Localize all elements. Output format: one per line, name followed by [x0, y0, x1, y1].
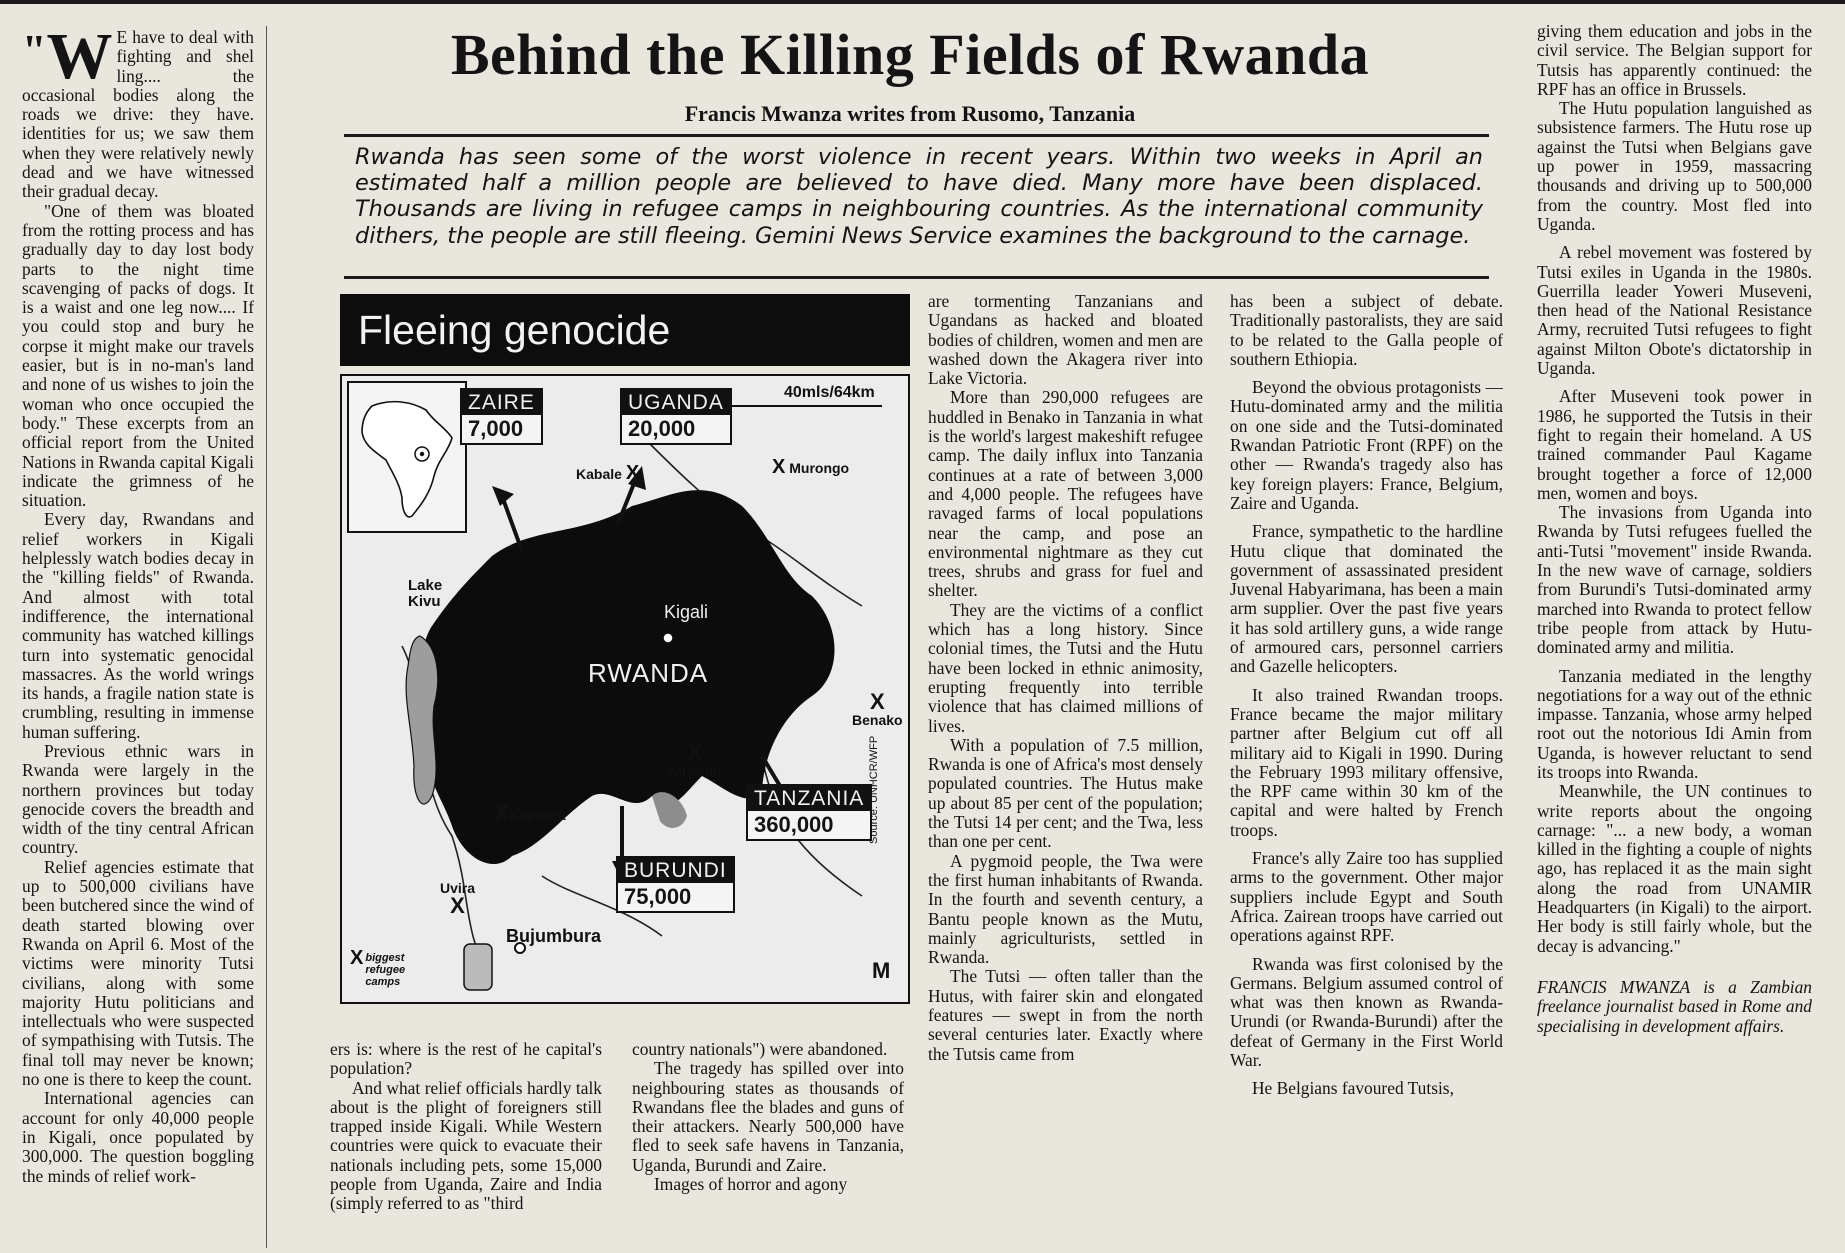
paragraph: Images of horror and agony — [654, 1174, 848, 1195]
paragraph: Tanzania mediated in the lengthy negotiations for a way out of the ethnic impasse. Tanzania, whose army helped root out the notorious Idi Amin from Uganda, is however reluctant to send its troops into Rwanda. — [1537, 665, 1812, 782]
refugee-box-tanzania: TANZANIA 360,000 — [746, 784, 872, 841]
paragraph: International agencies can account for only 40,000 people in Kigali, once populated by 300,000. The question boggling the minds of relief work- — [22, 1088, 254, 1186]
paragraph: Meanwhile, the UN continues to write reports about the ongoing carnage: "... a new body, a woman killed in the fighting a couple of nights ago, has replaced it as the main sight along the road from UNAMIR Headquarters (in Kigali) to the airport. Her body is still fairly whole, but the decay is advancing." — [1537, 781, 1812, 956]
source-credit: Source: UNHCR/WFP — [868, 735, 880, 844]
column-4 — [1230, 292, 1503, 1250]
paragraph: It also trained Rwandan troops. France became the major military partner after Belgium cut off all military aid to Kigali in 1990. During the February 1993 military offensive, the RPF came within 30 km of the capital and were halted by French troops. — [1230, 684, 1503, 840]
camp-label: X Benako — [852, 689, 903, 728]
paragraph: France's ally Zaire too has supplied arms to the government. Other major suppliers include Egypt and South Africa. Zairean troops have carried out operations against RPF. — [1230, 848, 1503, 946]
legend: X biggest refugee camps — [350, 947, 406, 988]
paragraph: has been a subject of debate. Traditionally pastoralists, they are said to be related to the Galla people of southern Ethiopia. — [1230, 292, 1503, 369]
paragraph: The tragedy has spilled over into neighbouring states as thousands of Rwandans flee the blades and guns of their attackers. Nearly 500,000 have fled to seek safe havens in Tanzania, Uganda, Burundi and Zaire. — [632, 1058, 904, 1175]
top-rule — [0, 0, 1845, 4]
column-rule — [266, 26, 267, 1248]
scale-label: 40mls/64km — [784, 384, 875, 401]
camp-label: X Murongo — [772, 456, 850, 478]
camp-label: X Kirundo — [668, 739, 722, 778]
paragraph: country nationals") were abandoned. — [632, 1040, 888, 1059]
kigali-marker — [663, 633, 673, 643]
paragraph: giving them education and jobs in the civil service. The Belgian support for Tutsis has apparently continued: the RPF has an office in Brussels. — [1537, 22, 1812, 99]
paragraph: With a population of 7.5 million, Rwanda is one of Africa's most densely populated countries. The Hutus make up about 85 per cent of the population; the Tutsi 14 per cent; and the Twa, less than one per cent. — [928, 734, 1203, 852]
byline: Francis Mwanza writes from Rusomo, Tanzania — [684, 101, 1136, 126]
paragraph: ers is: where is the rest of he capital's population? — [330, 1040, 602, 1079]
country-label: RWANDA — [588, 658, 709, 688]
paragraph: More than 290,000 refugees are huddled in Benako in Tanzania in what is the world's largest makeshift refugee camp. The daily influx into Tanzania continues at a rate of between 3,000 and 4,000 people. The refugees have ravaged farms of local populations near the camp, and pose an environmental nightmare as they cut trees, shrubs and grass for fuel and shelter. — [928, 387, 1203, 601]
camp-label: XKayanza — [494, 800, 566, 825]
standfirst-bottom-rule — [344, 276, 1489, 279]
paragraph: The Hutu population languished as subsistence farmers. The Hutu rose up against the Tutsi when Belgians gave up power in 1959, massacring thousands and driving up to 500,000 from the country. Most fled into Uganda. — [1537, 98, 1812, 234]
publisher-logo: M — [872, 958, 891, 983]
author-note: FRANCIS MWANZA is a Zambian freelance journalist based in Rome and specialising in development affairs. — [1537, 976, 1812, 1036]
standfirst: Rwanda has seen some of the worst violence in recent years. Within two weeks in April an estimated half a million people are believed to have died. Many more have been displaced. Thousands are living in refugee camps in neighbouring countries. As the international community dithers, the people are still fleeing. Gemini News Service examines the background to the carnage. — [355, 144, 1483, 249]
capital-label: Kigali — [664, 602, 709, 622]
lake-label: Lake Kivu — [408, 577, 443, 610]
map-frame — [340, 374, 910, 1004]
column-5 — [1537, 22, 1812, 1250]
drop-cap: W — [46, 28, 113, 93]
headline: Behind the Killing Fields of Rwanda — [450, 22, 1370, 87]
column-3-lower — [632, 1040, 904, 1252]
paragraph: And what relief officials hardly talk about is the plight of foreigners still trapped inside Kigali. While Western countries were quick to evacuate their nationals including pets, some 15,000 people from Uganda, Zaire and India (simply referred to as "third — [330, 1077, 602, 1214]
lake-kivu-shape — [406, 636, 438, 804]
camp-label: Kabale X — [576, 462, 640, 484]
paragraph: A pygmoid people, the Twa were the first human inhabitants of Rwanda. In the fourth and seventh century, a Bantu people known as the Mutu, mainly agriculturists, settled in Rwanda. — [928, 850, 1203, 968]
graphic-title: Fleeing genocide — [340, 294, 910, 366]
arrow-head — [492, 486, 514, 506]
refugee-box-uganda: UGANDA 20,000 — [620, 388, 732, 445]
paragraph: France, sympathetic to the hardline Hutu clique that dominated the government of assassinated president Juvenal Habyarimana, has been a main arm supplier. Over the past five years it has sold artillery guns, a wide range of armoured cars, personnel carriers and Gazelle helicopters. — [1230, 521, 1503, 677]
locator-dot — [420, 452, 424, 456]
arrow-zaire — [502, 496, 522, 551]
lead-paragraph: " W E have to deal with fighting and shel ling.... the occasional bodies along the roads we drive: they have. identities for us; we saw them when they were relatively newly dead and we have witnessed their gradual decay. — [22, 28, 254, 202]
paragraph: Beyond the obvious protagonists — Hutu-dominated army and the militia on one side and the Tutsi-dominated Rwandan Patriotic Front (RPF) on the other — Rwanda's tragedy also has key foreign players: France, Belgium, Zaire and Uganda. — [1230, 377, 1503, 513]
refugee-box-zaire: ZAIRE 7,000 — [460, 388, 543, 445]
paragraph: A rebel movement was fostered by Tutsi exiles in Uganda in the 1980s. Guerrilla leader Yoweri Museveni, then head of the National Resistance Army, recruited Tutsi refugees to fight against Milton Obote's dictatorship in Uganda. — [1537, 242, 1812, 379]
column-2 — [330, 1040, 602, 1252]
column-3 — [928, 292, 1203, 1250]
refugee-box-burundi: BURUNDI 75,000 — [616, 856, 735, 913]
paragraph: They are the victims of a conflict which has a long history. Since colonial times, the Tutsi and the Hutu have been locked in ethnic animosity, erupting frequently into terrible violence that has claimed millions of lives. — [928, 599, 1203, 736]
paragraph: "One of them was bloated from the rotting process and has gradually day to day lost body parts to the night time scavenging of packs of dogs. It is a waist and one leg now.... If you could stop and bury he corpse it might make our travels easier, but is in no-man's land and none of us wishes to join the woman who once occupied the body." These excerpts from an official report from the United Nations in Rwanda capital Kigali indicate the grimness of he situation. — [22, 200, 254, 511]
lake-shape — [652, 792, 687, 828]
paragraph: Previous ethnic wars in Rwanda were largely in the northern provinces but today genocide covers the breadth and width of the tiny central African country. — [22, 740, 254, 858]
paragraph: The Tutsi — often taller than the Hutus, with fairer skin and elongated features — swept in from the north several centuries later. Exactly where the Tutsis came from — [928, 966, 1203, 1064]
paragraph: After Museveni took power in 1986, he supported the Tutsis in their fight to regain their homeland. A US trained commander Paul Kagame brought together a force of 12,000 men, women and boys. — [1537, 386, 1812, 503]
camp-label: Uvira X — [440, 880, 476, 918]
paragraph: He Belgians favoured Tutsis, — [1252, 1078, 1454, 1099]
lake-tanganyika-shape — [464, 944, 492, 990]
standfirst-top-rule — [344, 134, 1489, 137]
paragraph: are tormenting Tanzanians and Ugandans as hacked and bloated bodies of children, women and men are washed down the Akagera river into Lake Victoria. — [928, 292, 1203, 389]
map-graphic — [340, 294, 910, 1006]
paragraph: Rwanda was first colonised by the Germans. Belgium assumed control of what was then known as Rwanda-Urundi (or Rwanda-Burundi) after the defeat of Germany in the First World War. — [1230, 953, 1503, 1070]
paragraph: Relief agencies estimate that up to 500,000 civilians have been butchered since the wind of death started blowing over Rwanda on April 6. Most of the victims were minority Tutsi civilians, along with some majority Hutu politicians and intellectuals who were suspected of sympathising with Tutsis. The final toll may never be known; no one is there to keep the count. — [22, 856, 254, 1090]
paragraph: The invasions from Uganda into Rwanda by Tutsi refugees fuelled the anti-Tutsi "movement" inside Rwanda. In the new wave of carnage, soldiers from Burundi's Tutsi-dominated army marched into Rwanda to protect fellow tribe people from attack by Hutu-dominated army and militia. — [1537, 502, 1812, 658]
column-1 — [22, 28, 254, 1250]
paragraph: Every day, Rwandans and relief workers in Kigali helplessly watch bodies decay in the "killing fields" of Rwanda. And almost with total indifference, the international community has watched killings turn into systematic genocidal massacres. As the world wrings its hands, a fragile nation state is crumbling, resulting in immense human suffering. — [22, 509, 254, 742]
city-label: Bujumbura — [506, 926, 602, 946]
